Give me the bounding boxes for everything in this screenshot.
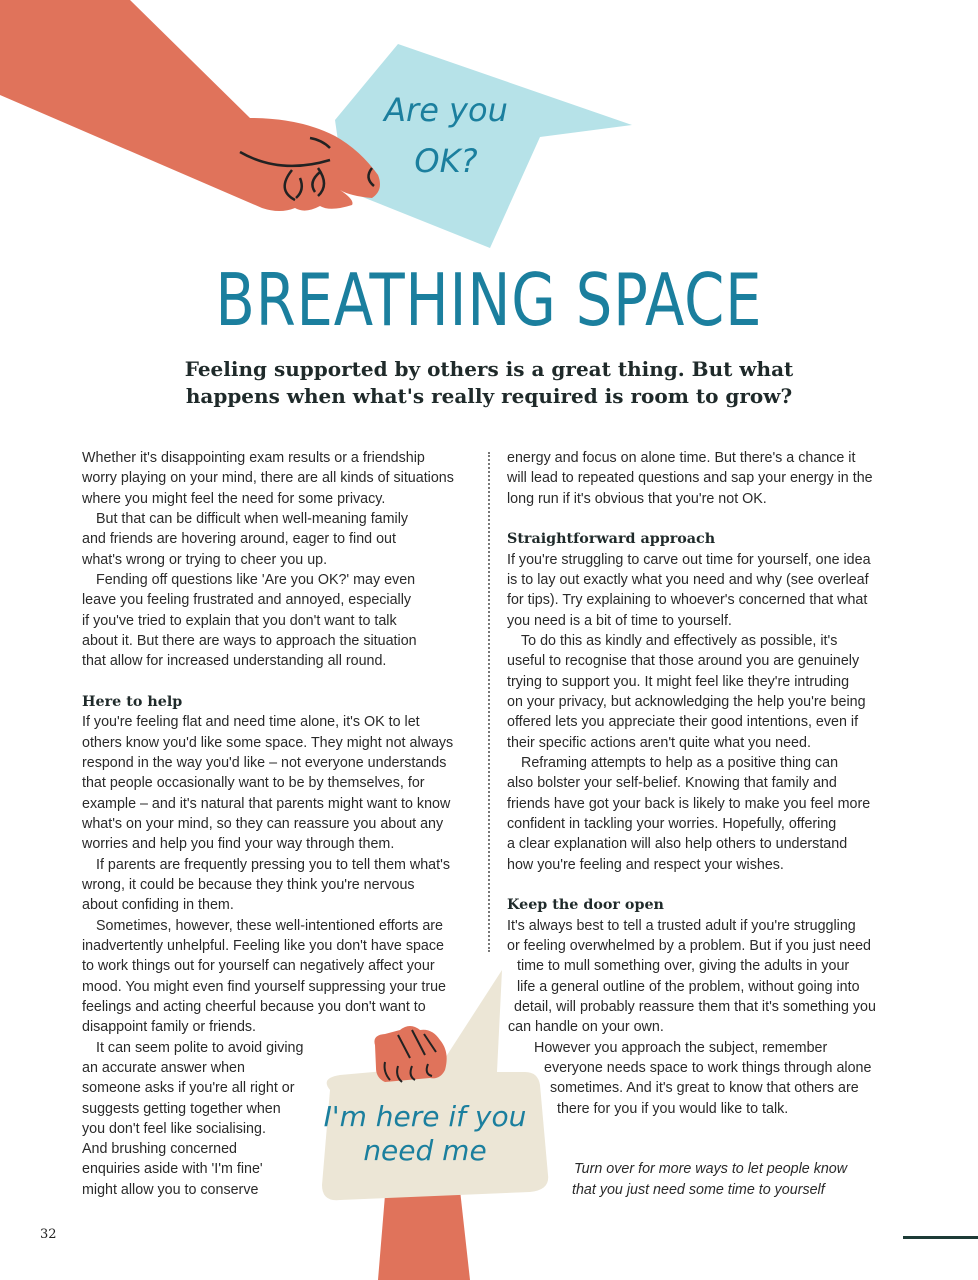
text-line (82, 672, 454, 692)
text-line: mood. You might even find yourself suppressing your true (82, 978, 446, 995)
text-line: respond in the way you'd like – not everyone understands (82, 754, 447, 771)
text-line: It's always best to tell a trusted adult if you're struggling (507, 917, 856, 934)
text-line: and friends are hovering around, eager to find out (82, 531, 396, 548)
text-line: To do this as kindly and effectively as possible, it's (521, 632, 838, 649)
text-line: offered lets you appreciate their good intentions, even if (507, 714, 859, 731)
page-number: 32 (40, 1227, 57, 1242)
text-line: useful to recognise that those around you are genuinely (507, 653, 860, 670)
text-line: for tips). Try explaining to whoever's concerned that what (507, 592, 868, 609)
column-divider (488, 452, 490, 952)
text-line: about confiding in them. (82, 897, 234, 914)
text-line: confident in tackling your worries. Hopefully, offering (507, 815, 837, 832)
text-line: enquiries aside with 'I'm fine' (82, 1161, 263, 1178)
text-line: If you're feeling flat and need time alone, it's OK to let (82, 714, 420, 731)
text-line: is to lay out exactly what you need and why (see overleaf (507, 571, 869, 588)
note-text: OK? (414, 142, 478, 180)
text-line: if you've tried to explain that you don't want to talk (82, 612, 397, 629)
text-line: someone asks if you're all right or (82, 1080, 295, 1097)
text-line: detail, will probably reassure them that it's something you (514, 998, 876, 1015)
standfirst-line: Feeling supported by others is a great thing. But what (184, 357, 794, 381)
text-line: can handle on your own. (508, 1019, 664, 1036)
text-line: worry playing on your mind, there are all kinds of situations (82, 470, 454, 487)
text-line: Reframing attempts to help as a positive thing can (521, 754, 839, 771)
text-line: long run if it's obvious that you're not OK. (507, 490, 767, 507)
text-line (507, 875, 876, 895)
text-line (507, 1139, 876, 1159)
text-line: that people occasionally want to be by themselves, for (82, 775, 425, 792)
note-text: Are you (384, 91, 508, 129)
text-line: you don't feel like socialising. (82, 1120, 266, 1137)
page-title (0, 258, 978, 342)
text-line: others know you'd like some space. They might not always (82, 734, 454, 751)
text-line: how you're feeling and respect your wishes. (507, 856, 784, 873)
text-line: energy and focus on alone time. But there's a chance it (507, 450, 856, 466)
paper-note (335, 44, 632, 248)
text-line: might allow you to conserve (82, 1181, 259, 1198)
text-line: to work things out for yourself can negatively affect your (82, 958, 435, 975)
text-line: or feeling overwhelmed by a problem. But if you just need (507, 937, 871, 954)
left-column (82, 448, 454, 1200)
text-line (507, 1119, 876, 1139)
standfirst-line: happens when what's really required is room to grow? (185, 384, 793, 408)
text-line: But that can be difficult when well-meaning family (96, 510, 409, 527)
sign-line: I'm here if you (323, 1100, 527, 1133)
title-text: BREATHING SPACE (215, 258, 763, 342)
text-line: If you're struggling to carve out time for yourself, one idea (507, 551, 871, 568)
text-line: what's on your mind, so they can reassure you about any (82, 815, 444, 832)
text-line: an accurate answer when (82, 1059, 245, 1076)
text-line: trying to support you. It might feel like they're intruding (507, 673, 850, 690)
text-line: time to mull something over, giving the adults in your (517, 958, 850, 975)
text-line: Turn over for more ways to let people know (574, 1161, 848, 1178)
text-line: wrong, it could be because they think you're nervous (82, 876, 415, 893)
text-line: everyone needs space to work things through alone (544, 1059, 872, 1076)
text-line: inadvertently unhelpful. Feeling like you don't have space (82, 937, 444, 954)
text-line: there for you if you would like to talk. (557, 1100, 789, 1117)
text-line: friends have got your back is likely to make you feel more (507, 795, 871, 812)
text-line: sometimes. And it's great to know that others are (550, 1080, 859, 1097)
section-heading: Straightforward approach (507, 531, 716, 548)
text-line: It can seem polite to avoid giving (96, 1039, 304, 1056)
text-line: will lead to repeated questions and sap your energy in the (507, 470, 873, 487)
section-heading: Keep the door open (507, 897, 664, 914)
text-line: suggests getting together when (82, 1100, 281, 1117)
text-line: that you just need some time to yourself (572, 1181, 825, 1198)
text-line: on your privacy, but acknowledging the help you're being (507, 693, 866, 710)
text-line: feelings and acting cheerful because you don't want to (82, 998, 426, 1015)
text-line: disappoint family or friends. (82, 1019, 257, 1036)
text-line: their specific actions aren't quite what you need. (507, 734, 811, 751)
text-line: However you approach the subject, remember (534, 1039, 828, 1056)
text-line: If parents are frequently pressing you to tell them what's (96, 856, 450, 873)
text-line: Fending off questions like 'Are you OK?' may even (96, 571, 416, 588)
text-line (507, 509, 876, 529)
text-line: you need is a bit of time to yourself. (507, 612, 732, 629)
text-line: life a general outline of the problem, without going into (517, 978, 860, 995)
footer-rule (903, 1236, 978, 1239)
text-line: leave you feeling frustrated and annoyed, especially (82, 592, 412, 609)
text-line: Whether it's disappointing exam results or a friendship (82, 450, 425, 466)
text-line: And brushing concerned (82, 1141, 237, 1158)
text-line: a clear explanation will also help others to understand (507, 836, 848, 853)
text-line: about it. But there are ways to approach the situation (82, 632, 417, 649)
sign-line: need me (363, 1134, 487, 1167)
text-line: worries and help you find your way through them. (82, 836, 395, 853)
arm (378, 1190, 470, 1280)
text-line: that allow for increased understanding all round. (82, 653, 387, 670)
text-line: what's wrong or trying to cheer you up. (82, 551, 328, 568)
text-line: example – and it's natural that parents might want to know (82, 795, 451, 812)
standfirst (0, 356, 978, 410)
right-column (507, 448, 876, 1200)
text-line: also bolster your self-belief. Knowing that family and (507, 775, 837, 792)
section-heading: Here to help (82, 693, 183, 710)
text-line: where you might feel the need for some privacy. (82, 490, 386, 507)
text-line: Sometimes, however, these well-intentioned efforts are (96, 917, 444, 934)
